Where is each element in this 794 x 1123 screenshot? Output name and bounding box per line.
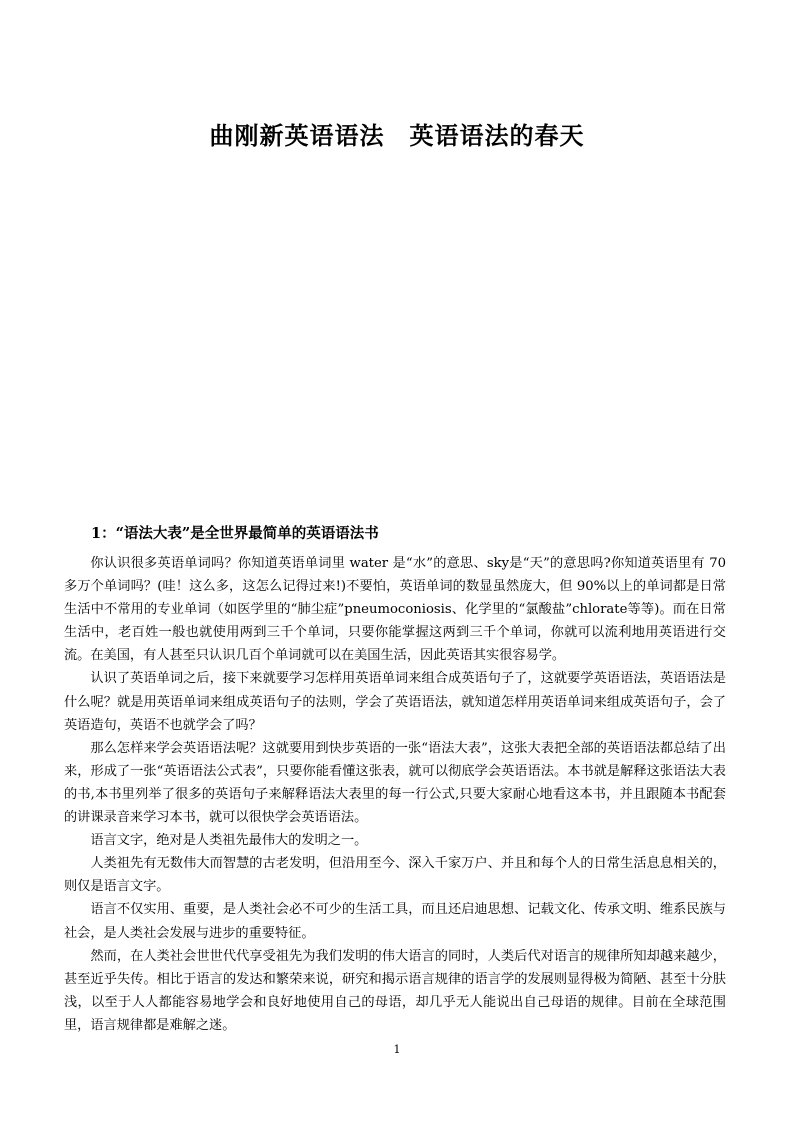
paragraph: 认识了英语单词之后，接下来就要学习怎样用英语单词来组合成英语句子了，这就要学英语语法，英语语法是什么呢？就是用英语单词来组成英语句子的法则，学会了英语语法，就知道怎样用英语单词来组成英语句子，会了英语造句，英语不也就学会了吗？ bbox=[64, 671, 726, 733]
paragraph: 语言不仅实用、重要，是人类社会必不可少的生活工具，而且还启迪思想、记载文化、传承文明、维系民族与社会，是人类社会发展与进步的重要特征。 bbox=[64, 902, 726, 941]
section-heading: 1：“语法大表”是全世界最简单的英语语法书 bbox=[91, 525, 379, 542]
paragraph: 然而，在人类社会世世代代享受祖先为我们发明的伟大语言的同时，人类后代对语言的规律所知却越来越少，甚至近乎失传。相比于语言的发达和繁荣来说，研究和揭示语言规律的语言学的发展则显得极为简陋、甚至十分肤浅，以至于人人都能容易地学会和良好地使用自己的母语，却几乎无人能说出自己母语的规律。目前在全球范围里，语言规律都是难解之迷。 bbox=[64, 948, 726, 1033]
body-text bbox=[64, 552, 726, 1037]
page-number: 1 bbox=[393, 1043, 401, 1056]
paragraph: 人类祖先有无数伟大而智慧的古老发明，但沿用至今、深入千家万户、并且和每个人的日常生活息息相关的，则仅是语言文字。 bbox=[64, 856, 726, 895]
paragraph: 那么怎样来学会英语语法呢？这就要用到快步英语的一张“语法大表”，这张大表把全部的英语语法都总结了出来，形成了一张“英语语法公式表”，只要你能看懂这张表，就可以彻底学会英语语法。本书就是解释这张语法大表的书,本书里列举了很多的英语句子来解释语法大表里的每一行公式,只要大家耐心地看这本书，并且跟随本书配套的讲课录音来学习本书，就可以很快学会英语语法。 bbox=[64, 740, 726, 826]
document-title: 曲刚新英语语法 英语语法的春天 bbox=[209, 121, 585, 150]
paragraph: 语言文字，绝对是人类祖先最伟大的发明之一。 bbox=[90, 833, 368, 849]
paragraph: 你认识很多英语单词吗？你知道英语单词里 water 是“水”的意思、sky是“天”的意思吗?你知道英语里有 70多万个单词吗？(哇！这么多，这怎么记得过来!)不要怕，英语单词的数显虽然庞大，但 90%以上的单词都是日常生活中不常用的专业单词（如医学里的“肺尘症”pneumoconiosis、化学里的“氯酸盐”chlorate等等)。而在日常生活中，老百姓一般也就使用两到三千个单词，只要你能掌握这两到三千个单词，你就可以流利地用英语进行交流。在美国，有人甚至只认识几百个单词就可以在美国生活，因此英语其实很容易学。 bbox=[64, 556, 726, 664]
